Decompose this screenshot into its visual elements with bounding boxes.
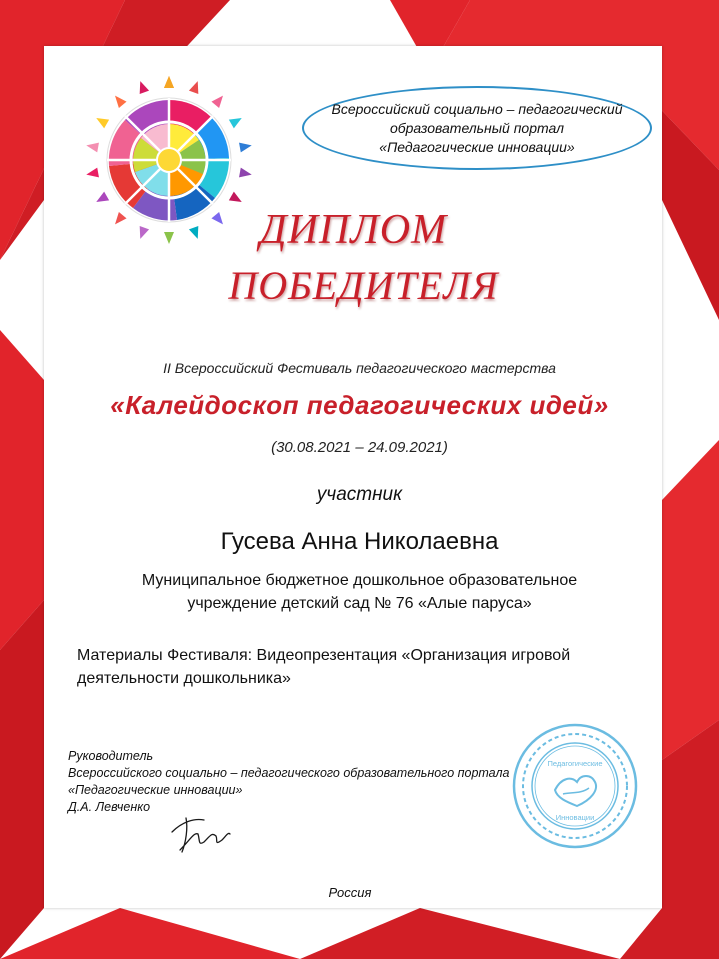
festival-materials — [77, 644, 657, 690]
diploma-subtitle: ПОБЕДИТЕЛЯ — [228, 263, 499, 308]
materials-line-2: деятельности дошкольника» — [77, 670, 291, 687]
diploma-title: ДИПЛОМ — [259, 207, 448, 253]
institution-line-1: Муниципальное бюджетное дошкольное образовательное — [141, 572, 578, 589]
portal-line-2: образовательный портал — [389, 119, 565, 136]
recipient-role: участник — [316, 484, 403, 505]
festival-title: «Калейдоскоп педагогических идей» — [110, 390, 609, 420]
portal-name-oval — [302, 86, 652, 170]
director-line-4: Д.А. Левченко — [68, 800, 151, 814]
stamp-text-bottom: Инновации — [555, 813, 595, 822]
portal-line-3: «Педагогические инновации» — [379, 138, 575, 155]
director-line-1: Руководитель — [68, 749, 154, 763]
materials-line-1: Материалы Фестиваля: Видеопрезентация «Организация игровой — [77, 647, 571, 664]
director-block — [68, 748, 588, 816]
institution-line-2: учреждение детский сад № 76 «Алые паруса» — [187, 595, 532, 612]
portal-line-1: Всероссийский социально – педагогический — [331, 100, 623, 117]
signature-image — [164, 810, 234, 856]
heart-hands-icon — [555, 776, 596, 806]
stamp-text-top: Педагогические — [547, 759, 603, 768]
festival-name: II Всероссийский Фестиваль педагогического мастерства — [163, 360, 556, 376]
festival-dates: (30.08.2021 – 24.09.2021) — [271, 439, 448, 456]
director-line-3: «Педагогические инновации» — [68, 783, 243, 797]
recipient-name: Гусева Анна Николаевна — [220, 528, 499, 555]
director-line-2: Всероссийского социально – педагогического образовательного портала — [68, 766, 510, 780]
portal-stamp — [511, 722, 639, 850]
recipient-institution — [0, 569, 719, 615]
country: Россия — [328, 885, 372, 900]
